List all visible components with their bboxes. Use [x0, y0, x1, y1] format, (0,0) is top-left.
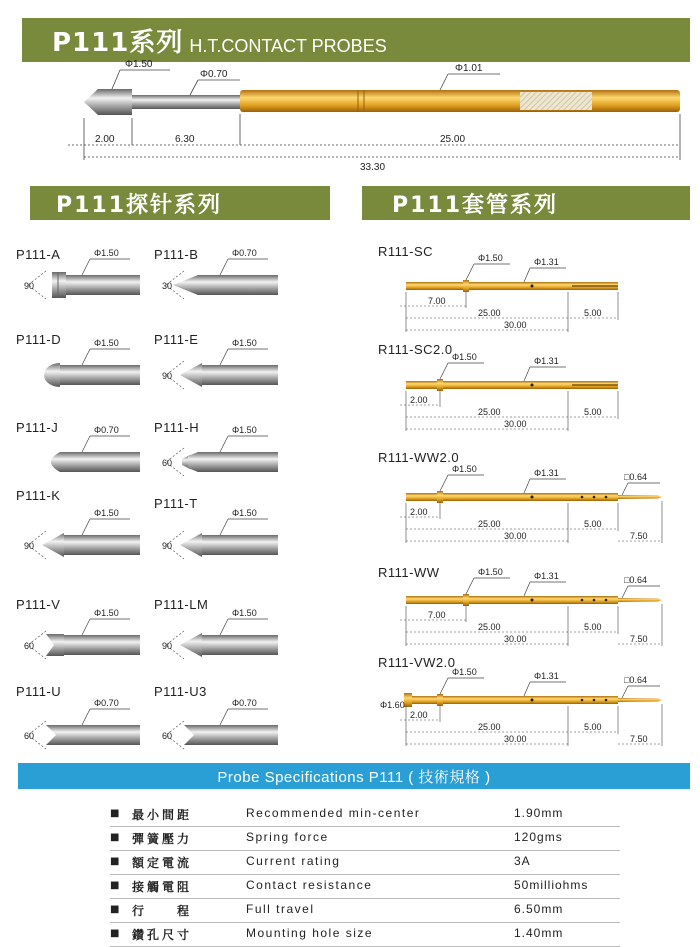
receptacle-label: R111-VW2.0 — [378, 655, 456, 670]
probe-angle: 90 — [162, 541, 173, 551]
receptacle-collar — [437, 694, 443, 706]
leader-line — [524, 367, 530, 381]
main-d3: Φ1.01 — [455, 63, 483, 74]
spec-value: 1.40mm — [514, 926, 564, 940]
receptacle-label: R111-SC — [378, 244, 434, 259]
tail-dot — [605, 599, 608, 602]
center-dot — [531, 599, 534, 602]
probe-angle: 60 — [24, 641, 35, 651]
receptacle-tube — [406, 381, 568, 389]
probe-diameter: Φ0.70 — [232, 248, 257, 258]
spec-title: Probe Specifications P111 ( 技術規格 ) — [217, 768, 491, 786]
tail-dot — [605, 699, 608, 702]
probe-angle: 90 — [162, 371, 173, 381]
receptacle-total: 30.00 — [504, 419, 527, 429]
receptacle-c: 5.00 — [584, 407, 602, 417]
probe-tip — [180, 633, 202, 657]
probe-tip — [52, 272, 66, 298]
probe-tip — [173, 275, 198, 295]
receptacle-tail-len: 7.50 — [630, 634, 648, 644]
probe-drawing — [162, 698, 278, 749]
spec-value: 50milliohms — [514, 878, 589, 892]
probe-angle: 90 — [24, 281, 35, 291]
receptacle-label: R111-SC2.0 — [378, 342, 453, 357]
probe-angle: 90 — [24, 541, 35, 551]
bullet-icon: ■ — [110, 904, 120, 915]
header-title: P111系列 — [52, 27, 184, 58]
receptacle-head-dia: Φ1.60 — [380, 700, 405, 710]
leader-line — [220, 519, 228, 535]
receptacle-b: 25.00 — [478, 519, 501, 529]
receptacle-total: 30.00 — [504, 320, 527, 330]
square-pin — [618, 698, 662, 702]
receptacle-d1: Φ1.50 — [478, 567, 503, 577]
probe-angle: 60 — [162, 731, 173, 741]
square-pin — [618, 495, 662, 499]
leader-line — [622, 686, 628, 698]
receptacle-a: 7.00 — [428, 610, 446, 620]
receptacle-total: 30.00 — [504, 734, 527, 744]
spec-zh: 最小間距 — [132, 808, 193, 822]
spec-en: Recommended min-center — [246, 806, 421, 820]
receptacle-d2: Φ1.31 — [534, 356, 559, 366]
center-dot — [531, 285, 534, 288]
probe-angle: 30 — [162, 281, 173, 291]
probe-label: P111-E — [154, 332, 199, 347]
probe-drawing — [162, 608, 278, 659]
bullet-icon: ■ — [110, 880, 120, 891]
leader-line — [524, 582, 530, 596]
receptacle-series-drawings — [380, 253, 662, 746]
spec-row — [110, 850, 620, 875]
spec-zh: 額定電流 — [132, 856, 193, 870]
leader-line — [220, 709, 228, 725]
probe-body — [60, 635, 140, 655]
receptacle-square: □0.64 — [624, 472, 647, 482]
leader-line — [440, 363, 448, 379]
receptacle-d2: Φ1.31 — [534, 468, 559, 478]
probe-body — [60, 725, 140, 745]
probe-label: P111-J — [16, 420, 59, 435]
probe-body — [198, 535, 278, 555]
receptacle-d2: Φ1.31 — [534, 571, 559, 581]
receptacle-a: 2.00 — [410, 507, 428, 517]
leader-line — [220, 436, 228, 452]
probe-angle: 90 — [162, 641, 173, 651]
spec-value: 3A — [514, 854, 531, 868]
leader-line — [622, 586, 628, 598]
receptacle-a: 2.00 — [410, 395, 428, 405]
probe-body — [198, 725, 278, 745]
tail-dot — [593, 599, 596, 602]
main-l1: 2.00 — [95, 134, 115, 145]
bullet-icon: ■ — [110, 856, 120, 867]
square-pin — [618, 598, 662, 602]
leader-line — [524, 682, 530, 696]
probe-tip — [44, 363, 60, 387]
leader-line — [82, 349, 90, 365]
spec-value: 1.90mm — [514, 806, 564, 820]
probe-label: P111-A — [16, 247, 61, 262]
spec-en: Mounting hole size — [246, 926, 374, 940]
center-dot — [531, 496, 534, 499]
receptacle-square: □0.64 — [624, 675, 647, 685]
probe-diameter: Φ1.50 — [94, 248, 119, 258]
receptacle-b: 25.00 — [478, 308, 501, 318]
receptacle-d1: Φ1.50 — [452, 667, 477, 677]
receptacle-a: 2.00 — [410, 710, 428, 720]
probe-diameter: Φ0.70 — [94, 698, 119, 708]
receptacle-d2: Φ1.31 — [534, 671, 559, 681]
spec-row — [110, 802, 620, 827]
leader-line — [466, 578, 474, 594]
leader-line — [82, 519, 90, 535]
spec-zh: 鑽孔尺寸 — [132, 928, 193, 942]
bullet-icon: ■ — [110, 928, 120, 939]
leader-line — [440, 678, 448, 694]
main-probe — [84, 89, 680, 115]
receptacle-collar — [463, 594, 469, 606]
probe-tip — [46, 725, 60, 745]
spec-value: 6.50mm — [514, 902, 564, 916]
probe-drawing — [51, 425, 140, 472]
probe-body — [198, 275, 278, 295]
bullet-icon: ■ — [110, 832, 120, 843]
probe-diameter: Φ1.50 — [232, 425, 257, 435]
probe-body — [198, 635, 278, 655]
leader-line — [440, 475, 448, 491]
probe-diameter: Φ1.50 — [232, 608, 257, 618]
probe-body — [60, 535, 140, 555]
receptacle-a: 7.00 — [428, 296, 446, 306]
tail-dot — [593, 699, 596, 702]
center-dot — [531, 699, 534, 702]
receptacle-b: 25.00 — [478, 622, 501, 632]
receptacle-head — [404, 693, 412, 707]
main-total: 33.30 — [360, 162, 386, 173]
receptacle-series-banner — [362, 186, 690, 220]
probe-body — [60, 452, 140, 472]
probe-drawing — [24, 608, 140, 659]
probe-tip — [180, 533, 202, 557]
probe-tip — [188, 452, 198, 472]
main-l2: 6.30 — [175, 134, 195, 145]
probe-drawing — [24, 698, 140, 749]
leader-line — [524, 268, 530, 282]
receptacle-d2: Φ1.31 — [534, 257, 559, 267]
receptacle-collar — [437, 379, 443, 391]
leader-line — [220, 259, 228, 275]
probe-drawing — [24, 508, 140, 559]
receptacle-label: R111-WW — [378, 565, 440, 580]
receptacle-total: 30.00 — [504, 531, 527, 541]
probe-angle: 60 — [162, 458, 173, 468]
probe-angle: 60 — [24, 731, 35, 741]
probe-body — [60, 365, 140, 385]
probe-tip — [180, 363, 202, 387]
leader-line — [82, 259, 90, 275]
probe-body — [198, 452, 278, 472]
main-l3: 25.00 — [440, 134, 466, 145]
leader-line — [622, 483, 628, 495]
receptacle-b: 25.00 — [478, 722, 501, 732]
receptacle-tail-len: 7.50 — [630, 734, 648, 744]
spec-zh: 行 程 — [132, 904, 193, 918]
tail-dot — [581, 699, 584, 702]
spec-en: Current rating — [246, 854, 341, 868]
tail-dot — [605, 496, 608, 499]
receptacle-tube — [406, 696, 568, 704]
probe-diameter: Φ1.50 — [94, 508, 119, 518]
probe-series-banner — [30, 186, 330, 220]
receptacle-drawing — [380, 667, 662, 746]
tail-dot — [581, 496, 584, 499]
receptacle-c: 5.00 — [584, 519, 602, 529]
probe-label: P111-K — [16, 488, 61, 503]
bullet-icon: ■ — [110, 808, 120, 819]
receptacle-drawing — [400, 464, 662, 543]
probe-diameter: Φ1.50 — [232, 508, 257, 518]
spec-row — [110, 874, 620, 899]
probe-tip — [51, 452, 60, 472]
probe-label: P111-H — [154, 420, 200, 435]
probe-label: P111-B — [154, 247, 199, 262]
probe-label: P111-U — [16, 684, 62, 699]
receptacle-tube — [406, 596, 568, 604]
spec-zh: 接觸電阻 — [132, 880, 193, 894]
receptacle-d1: Φ1.50 — [452, 464, 477, 474]
probe-series-drawings — [24, 248, 278, 749]
spec-zh: 彈簧壓力 — [132, 832, 193, 846]
receptacle-tube — [406, 282, 568, 290]
leader-line — [466, 264, 474, 280]
receptacle-square: □0.64 — [624, 575, 647, 585]
probe-diameter: Φ1.50 — [94, 608, 119, 618]
spec-en: Full travel — [246, 902, 315, 916]
main-d1: Φ1.50 — [125, 59, 153, 70]
probe-tip — [46, 634, 64, 656]
receptacle-collar — [463, 280, 469, 292]
receptacle-series-title: P111套管系列 — [392, 192, 559, 218]
tail-dot — [593, 496, 596, 499]
receptacle-drawing — [400, 352, 618, 431]
leader-line — [82, 436, 90, 452]
center-dot — [531, 384, 534, 387]
spec-row — [110, 898, 620, 923]
probe-body — [60, 275, 140, 295]
receptacle-c: 5.00 — [584, 622, 602, 632]
probe-diameter: Φ1.50 — [94, 338, 119, 348]
receptacle-drawing — [400, 253, 618, 332]
receptacle-tube — [406, 493, 568, 501]
probe-diameter: Φ0.70 — [94, 425, 119, 435]
probe-label: P111-V — [16, 597, 61, 612]
receptacle-total: 30.00 — [504, 634, 527, 644]
header-subtitle: H.T.CONTACT PROBES — [189, 35, 387, 56]
receptacle-d1: Φ1.50 — [478, 253, 503, 263]
probe-series-title: P111探针系列 — [56, 192, 223, 218]
probe-tip — [184, 725, 198, 745]
spec-row — [110, 922, 620, 947]
spec-en: Contact resistance — [246, 878, 373, 892]
probe-label: P111-LM — [154, 597, 209, 612]
receptacle-label: R111-WW2.0 — [378, 450, 460, 465]
probe-diameter: Φ1.50 — [232, 338, 257, 348]
probe-label: P111-D — [16, 332, 62, 347]
receptacle-collar — [437, 491, 443, 503]
leader-line — [82, 709, 90, 725]
spec-en: Spring force — [246, 830, 329, 844]
probe-body — [198, 365, 278, 385]
receptacle-c: 5.00 — [584, 722, 602, 732]
main-d2: Φ0.70 — [200, 69, 228, 80]
probe-label: P111-U3 — [154, 684, 207, 699]
probe-tip — [42, 533, 64, 557]
leader-line — [524, 479, 530, 493]
probe-drawing — [162, 508, 278, 559]
spec-row — [110, 826, 620, 851]
leader-line — [82, 619, 90, 635]
receptacle-tail-len: 7.50 — [630, 531, 648, 541]
probe-diameter: Φ0.70 — [232, 698, 257, 708]
receptacle-d1: Φ1.50 — [452, 352, 477, 362]
leader-line — [220, 349, 228, 365]
spec-title-bar — [18, 763, 690, 789]
receptacle-b: 25.00 — [478, 407, 501, 417]
receptacle-c: 5.00 — [584, 308, 602, 318]
tail-dot — [581, 599, 584, 602]
spec-value: 120gms — [514, 830, 563, 844]
probe-label: P111-T — [154, 496, 198, 511]
leader-line — [220, 619, 228, 635]
